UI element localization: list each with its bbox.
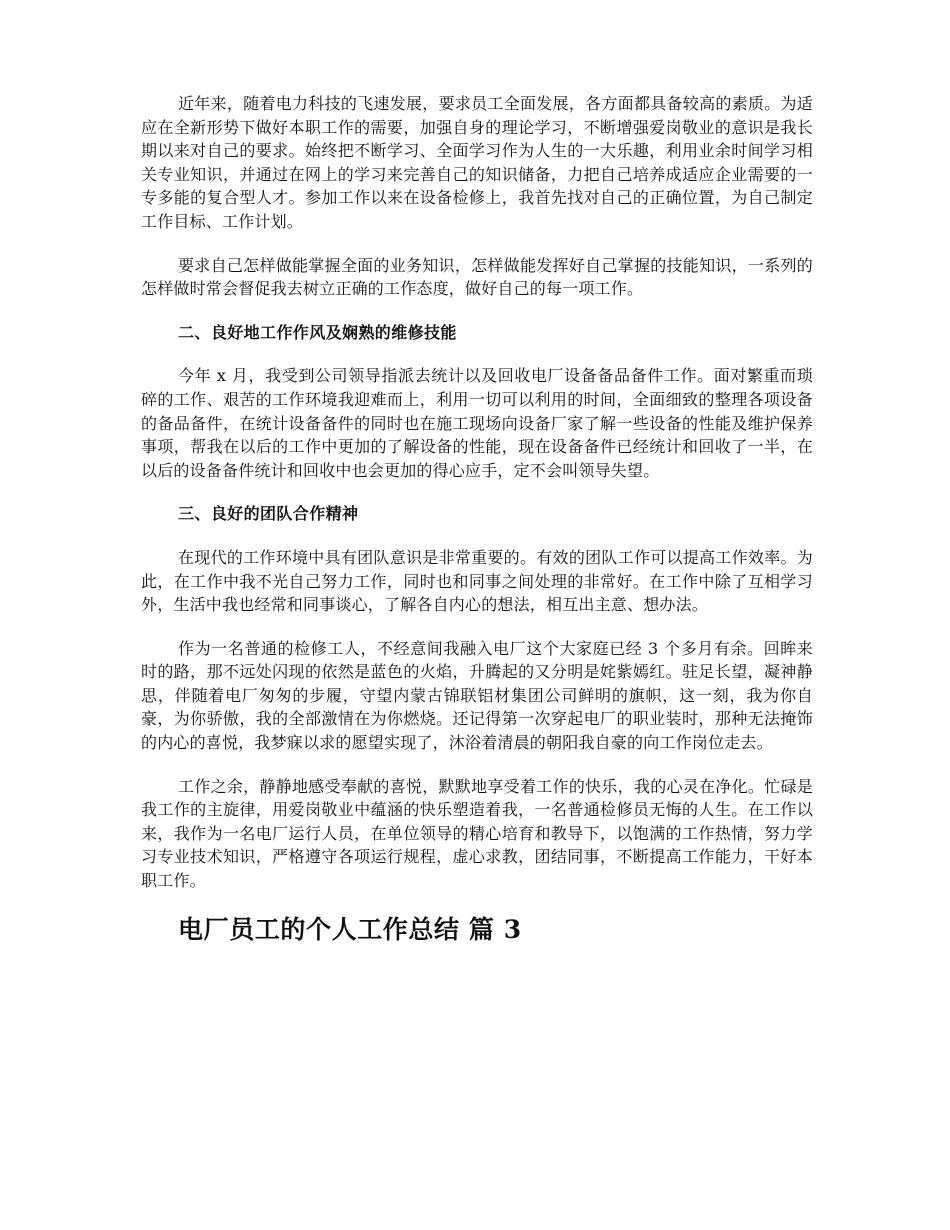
heading-teamwork: 三、良好的团队合作精神	[178, 504, 359, 524]
paragraph-joining-plant: 作为一名普通的检修工人，不经意间我融入电厂这个大家庭已经 3 个多月有余。回眸来时的路，那不远处闪现的依然是蓝色的火焰，升腾起的又分明是姹紫嫣红。驻足长望，凝神静思，伴随着电厂匆匆的步履，守望内蒙古锦联铝材集团公司鲜明的旗帜，这一刻，我为你自豪，为你骄傲，我的全部激情在为你燃烧。还记得第一次穿起电厂的职业装时，那种无法掩饰的内心的喜悦，我梦寐以求的愿望实现了，沐浴着清晨的朝阳我自豪的向工作岗位走去。	[141, 638, 813, 753]
section-title: 电厂员工的个人工作总结 篇 3	[178, 914, 522, 944]
paragraph-spare-parts: 今年 x 月，我受到公司领导指派去统计以及回收电厂设备备品备件工作。面对繁重而琐碎的工作、艰苦的工作环境我迎难而上，利用一切可以利用的时间，全面细致的整理各项设备的备品备件，在统计设备备件的同时也在施工现场向设备厂家了解一些设备的性能及维护保养事项，帮我在以后的工作中更加的了解设备的性能，现在设备备件已经统计和回收了一半，在以后的设备备件统计和回收中也会更加的得心应手，定不会叫领导失望。	[141, 366, 813, 480]
paragraph-team-spirit: 在现代的工作环境中具有团队意识是非常重要的。有效的团队工作可以提高工作效率。为此，在工作中我不光自己努力工作，同时也和同事之间处理的非常好。在工作中除了互相学习外，生活中我也经常和同事谈心，了解各自内心的想法，相互出主意、想办法。	[141, 547, 813, 615]
heading-work-style: 二、良好地工作作风及娴熟的维修技能	[178, 322, 457, 342]
paragraph-self-study: 近年来，随着电力科技的飞速发展，要求员工全面发展，各方面都具备较高的素质。为适应在全新形势下做好本职工作的需要，加强自身的理论学习，不断增强爱岗敬业的意识是我长期以来对自己的要求。始终把不断学习、全面学习作为人生的一大乐趣，利用业余时间学习相关专业知识，并通过在网上的学习来完善自己的知识储备，力把自己培养成适应企业需要的一专多能的复合型人才。参加工作以来在设备检修上，我首先找对自己的正确位置，为自己制定工作目标、工作计划。	[141, 94, 813, 231]
paragraph-self-requirement: 要求自己怎样做能掌握全面的业务知识，怎样做能发挥好自己掌握的技能知识，一系列的怎样做时常会督促我去树立正确的工作态度，做好自己的每一项工作。	[141, 255, 813, 299]
document-page	[141, 92, 813, 947]
paragraph-dedication: 工作之余，静静地感受奉献的喜悦，默默地享受着工作的快乐，我的心灵在净化。忙碌是我工作的主旋律，用爱岗敬业中蕴涵的快乐塑造着我，一名普通检修员无悔的人生。在工作以来，我作为一名电厂运行人员，在单位领导的精心培育和教导下，以饱满的工作热情，努力学习专业技术知识，严格遵守各项运行规程，虚心求教，团结同事，不断提高工作能力，干好本职工作。	[141, 776, 813, 891]
